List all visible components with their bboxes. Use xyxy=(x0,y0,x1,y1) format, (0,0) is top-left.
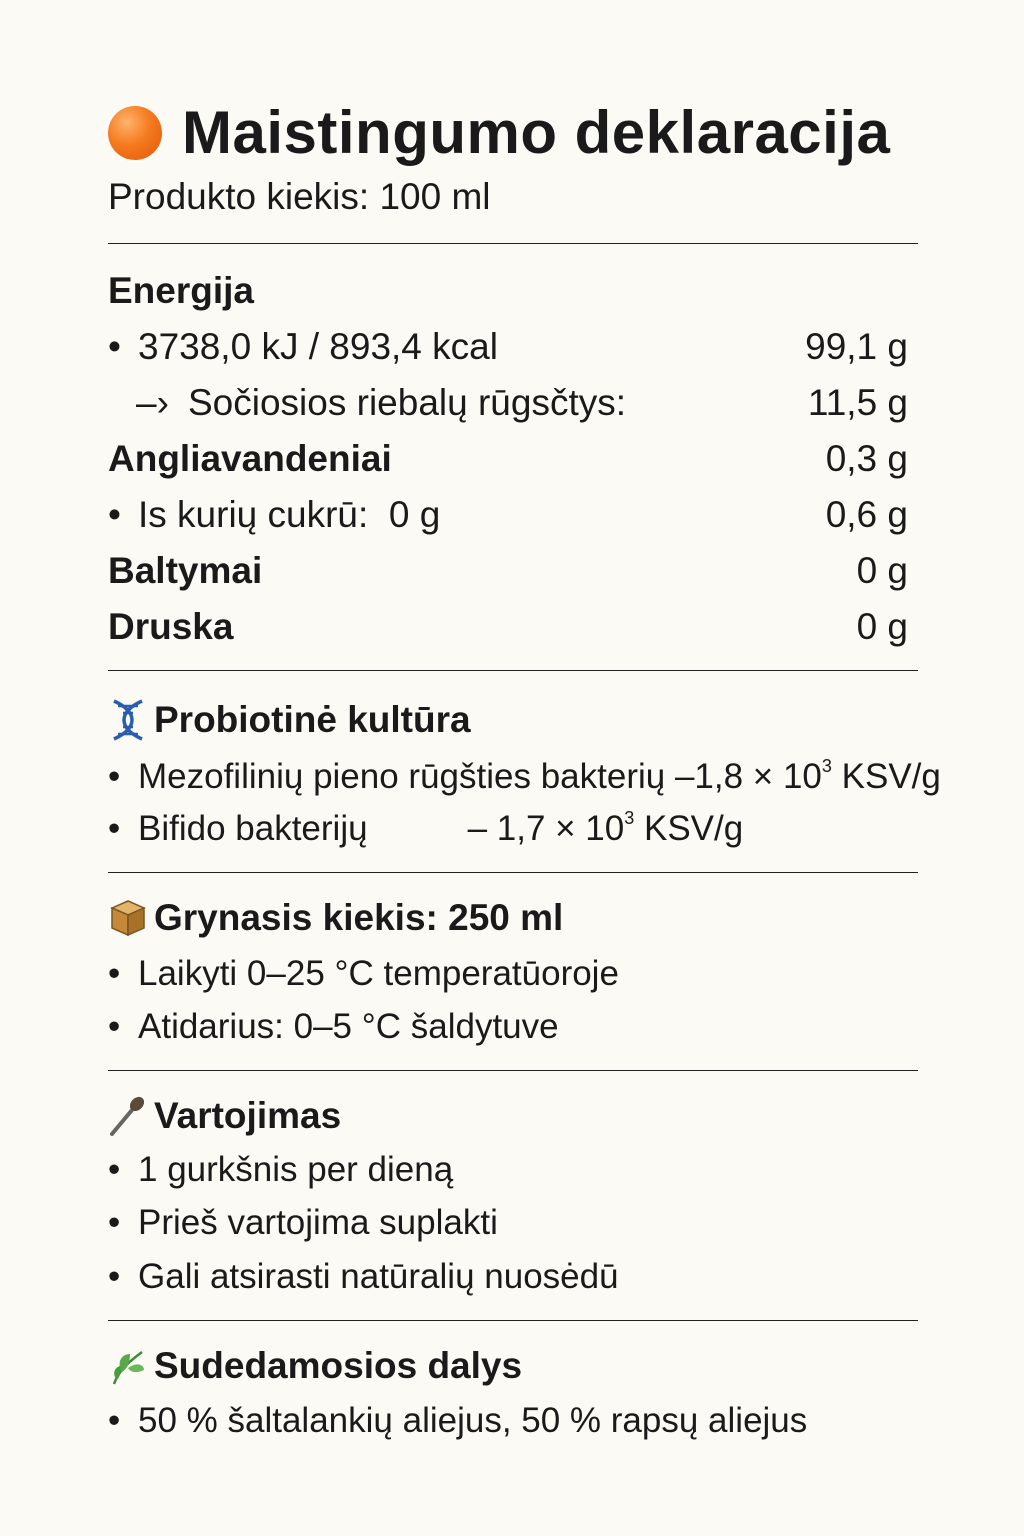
usage-item-1 xyxy=(108,1150,453,1190)
divider xyxy=(108,872,918,873)
energy-value: 3738,0 kJ / 893,4 kcal xyxy=(138,326,498,367)
saturated-amount: 11,5 g xyxy=(807,382,908,423)
ingredients-item-1-text: 50 % šaltalankių aliejus, 50 % rapsų aliejus xyxy=(138,1401,808,1440)
usage-item-2-text: Prieš vartojima suplakti xyxy=(138,1203,498,1242)
usage-heading: Vartojimas xyxy=(154,1095,342,1136)
net-item-2 xyxy=(108,1007,559,1047)
probiotic-item-2-unit: KSV/g xyxy=(634,809,744,848)
probiotic-item-1 xyxy=(108,756,941,797)
energy-amount: 99,1 g xyxy=(805,326,908,367)
protein-label: Baltymai xyxy=(108,550,263,591)
probiotic-item-1-unit: KSV/g xyxy=(831,757,941,796)
salt-row xyxy=(108,606,908,648)
divider xyxy=(108,670,918,671)
salt-label: Druska xyxy=(108,606,234,647)
salt-amount: 0 g xyxy=(856,606,908,647)
usage-item-3-text: Gali atsirasti natūralių nuosėdū xyxy=(138,1257,619,1296)
divider xyxy=(108,1320,918,1321)
product-amount: Produkto kiekis: 100 ml xyxy=(108,176,491,217)
bullet: • xyxy=(108,757,121,796)
probiotic-heading-row xyxy=(108,698,471,742)
probiotic-heading: Probiotinė kultūra xyxy=(154,699,471,740)
orange-circle-icon xyxy=(108,106,162,160)
usage-item-2 xyxy=(108,1203,498,1243)
net-heading: Grynasis kiekis: 250 ml xyxy=(154,897,564,938)
arrow-icon: –› xyxy=(136,382,169,423)
probiotic-item-1-exp: 3 xyxy=(821,756,832,776)
bullet: • xyxy=(108,326,121,367)
carbs-label: Angliavandeniai xyxy=(108,438,392,479)
ingredients-heading: Sudedamosios dalys xyxy=(154,1345,523,1386)
sugars-label: Is kurių cukrū: 0 g xyxy=(138,494,441,535)
probiotic-item-2-exp: 3 xyxy=(624,808,635,828)
usage-item-1-text: 1 gurkšnis per dieną xyxy=(138,1150,454,1189)
probiotic-item-1-name: Mezofilinių pieno rūgšties bakterių xyxy=(138,757,675,796)
divider xyxy=(108,1070,918,1071)
probiotic-item-2-value: – 1,7 × 10 xyxy=(467,809,625,848)
divider xyxy=(108,243,918,244)
bullet: • xyxy=(108,1150,121,1189)
sugars-amount: 0,6 g xyxy=(825,494,908,535)
energy-row xyxy=(108,326,908,368)
energy-heading-row xyxy=(108,270,908,312)
ingredients-heading-row xyxy=(108,1344,522,1388)
carbs-amount: 0,3 g xyxy=(825,438,908,479)
spoon-icon xyxy=(108,1094,148,1138)
saturated-row xyxy=(108,382,908,424)
net-item-1 xyxy=(108,954,619,994)
net-heading-row xyxy=(108,896,563,940)
bullet: • xyxy=(108,1401,121,1440)
bullet: • xyxy=(108,954,121,993)
page-title: Maistingumo deklaracija xyxy=(182,99,891,166)
probiotic-item-1-value: –1,8 × 10 xyxy=(674,757,822,796)
usage-item-3 xyxy=(108,1257,619,1297)
net-item-1-text: Laikyti 0–25 °C temperatūoroje xyxy=(138,954,619,993)
saturated-label: Sočiosios riebalų rūgsčtys: xyxy=(188,382,627,423)
bullet: • xyxy=(108,1007,121,1046)
leaf-icon xyxy=(108,1344,148,1388)
net-item-2-text: Atidarius: 0–5 °C šaldytuve xyxy=(138,1007,559,1046)
bullet: • xyxy=(108,494,121,535)
probiotic-item-2 xyxy=(108,808,743,849)
protein-row xyxy=(108,550,908,592)
usage-heading-row xyxy=(108,1094,341,1138)
ingredients-item-1 xyxy=(108,1401,807,1441)
box-icon xyxy=(108,896,148,940)
bullet: • xyxy=(108,1257,121,1296)
title-row xyxy=(108,98,890,167)
probiotic-item-2-name: Bifido bakterijų xyxy=(138,809,368,848)
sugars-row xyxy=(108,494,908,536)
carbs-row xyxy=(108,438,908,480)
protein-amount: 0 g xyxy=(856,550,908,591)
bullet: • xyxy=(108,1203,121,1242)
bullet: • xyxy=(108,809,121,848)
dna-icon xyxy=(108,698,148,742)
energy-heading: Energija xyxy=(108,270,254,311)
